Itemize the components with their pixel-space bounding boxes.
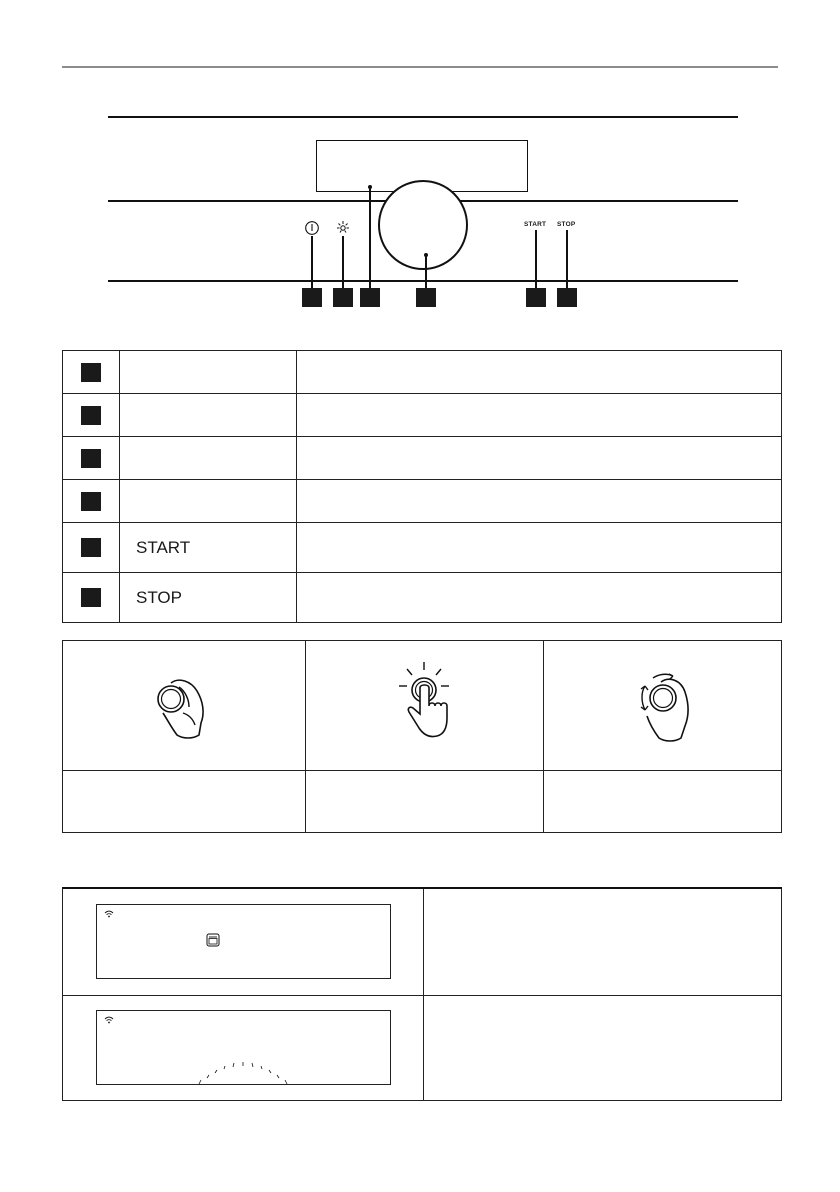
legend-description [297, 394, 782, 437]
callout-box-2 [333, 288, 353, 307]
callout-box-6 [557, 288, 577, 307]
legend-name: START [120, 523, 297, 573]
wifi-icon [104, 1016, 114, 1024]
legend-row [63, 394, 782, 437]
legend-number-box [81, 449, 101, 468]
gesture-caption [305, 771, 544, 833]
legend-number-box [81, 492, 101, 511]
legend-row [63, 480, 782, 523]
callout-line-start [535, 230, 537, 288]
legend-row [63, 351, 782, 394]
legend-number-box [81, 588, 101, 607]
legend-description [297, 573, 782, 623]
legend-description [297, 351, 782, 394]
callout-line-knob [425, 255, 427, 288]
start-button-label[interactable]: START [524, 221, 547, 228]
callout-line-power [311, 236, 313, 288]
display-description [424, 888, 782, 995]
gesture-caption [63, 771, 306, 833]
press-knob-icon [389, 658, 459, 748]
legend-description [297, 480, 782, 523]
legend-description [297, 523, 782, 573]
callout-box-5 [526, 288, 546, 307]
display-screen-standby [96, 904, 391, 979]
display-row [63, 888, 782, 995]
stop-button-label[interactable]: STOP [557, 221, 576, 228]
callout-line-light [342, 236, 344, 288]
legend-name [120, 394, 297, 437]
legend-name [120, 351, 297, 394]
legend-table [62, 350, 782, 623]
gesture-caption [544, 771, 782, 833]
callout-box-4 [416, 288, 436, 307]
legend-row [63, 523, 782, 573]
gesture-table [62, 640, 782, 833]
display-description [424, 995, 782, 1100]
gesture-icon-row [63, 641, 782, 771]
power-icon[interactable] [304, 220, 320, 236]
legend-number-box [81, 363, 101, 382]
display-screen-dial [96, 1010, 391, 1085]
wifi-icon [104, 910, 114, 918]
callout-line-stop [566, 230, 568, 288]
gesture-caption-row [63, 771, 782, 833]
oven-icon [206, 933, 220, 947]
callout-box-3 [360, 288, 380, 307]
display-row [63, 995, 782, 1100]
legend-name [120, 437, 297, 480]
panel-top-edge [108, 116, 738, 118]
legend-row [63, 573, 782, 623]
legend-description [297, 437, 782, 480]
display-table [62, 887, 782, 1101]
callout-box-1 [302, 288, 322, 307]
callout-dot-display [368, 185, 372, 189]
control-knob[interactable] [378, 180, 468, 270]
legend-name [120, 480, 297, 523]
legend-number-box [81, 406, 101, 425]
callout-dot-knob [424, 253, 428, 257]
light-icon[interactable] [335, 219, 351, 235]
legend-name: STOP [120, 573, 297, 623]
turn-knob-icon [623, 658, 703, 748]
header-rule [62, 66, 778, 68]
callout-line-display [369, 187, 371, 288]
legend-row [63, 437, 782, 480]
dial-scale-icon [193, 1059, 293, 1085]
legend-number-box [81, 538, 101, 557]
hand-grip-knob-icon [149, 663, 219, 743]
panel-bottom-edge [108, 280, 738, 282]
